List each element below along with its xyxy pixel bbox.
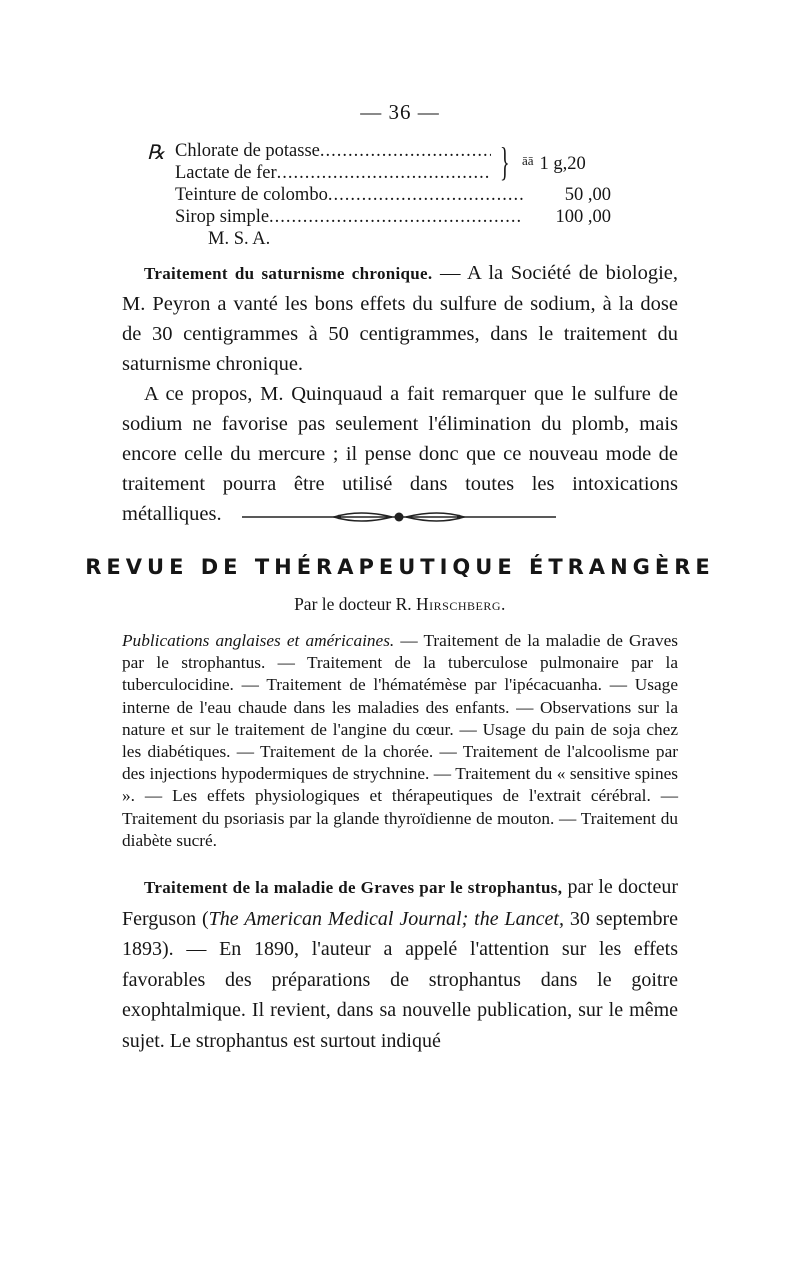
author-name: Hirschberg.: [416, 594, 506, 614]
prescription-row: [175, 140, 495, 162]
byline-prefix: Par le docteur R.: [294, 594, 417, 614]
article-heading: Traitement de la maladie de Graves par le strophantus,: [144, 878, 563, 897]
section-summary: [122, 630, 678, 852]
leader-dots: [328, 184, 523, 206]
brace-symbol: }: [500, 139, 510, 184]
paragraph: [122, 258, 678, 379]
summary-paragraph: [122, 630, 678, 852]
aa-quantity: 1 g,20: [539, 154, 586, 174]
recipe-symbol: ℞: [147, 142, 165, 164]
shared-quantity: [522, 153, 586, 175]
section-divider-ornament: [242, 506, 556, 528]
paragraph-text: — A la Société de biologie, M. Peyron a vanté les bons effets du sulfure de sodium, à la dose de 30 centigrammes à 50 centigrammes, dans le traitement du saturnisme chronique.: [122, 262, 678, 375]
leader-dots: [320, 140, 491, 162]
leader-dots: [277, 162, 491, 184]
paragraph: [122, 872, 678, 1056]
article-graves: [122, 872, 678, 1056]
paragraph: A ce propos, M. Quinquaud a fait remarquer que le sulfure de sodium ne favorise pas seulement l'élimination du plomb, mais encore celle du mercure ; il pense donc que ce nouveau mode de traitement pourra être utilisé dans toutes les intoxications métalliques.: [122, 383, 678, 525]
summary-lead: Publications anglaises et américaines.: [122, 631, 395, 650]
leader-dots: [269, 206, 523, 228]
prescription-closing: M. S. A.: [208, 229, 271, 249]
summary-text: — Traitement de la maladie de Graves par le strophantus. — Traitement de la tuberculose pulmonaire par la tuberculocidine. — Traitement de l'hématémèse par l'ipécacuanha. — Usage interne de l'eau chaude dans les maladies des enfants. — Observations sur la nature et sur le traitement de l'angine du cœur. — Usage du pain de soja chez les diabétiques. — Traitement de la chorée. — Traitement de l'alcoolisme par des injections hypodermiques de strychnine. — Traitement du « sensitive spines ». — Les effets physiologiques et thérapeutiques de l'extrait cérébral. — Traitement du psoriasis par la glande thyroïdienne de mouton. — Traitement du diabète sucré.: [122, 631, 678, 850]
ingredient-name: Lactate de fer: [175, 163, 277, 183]
ingredient-name: Teinture de colombo: [175, 185, 328, 205]
paragraph-text: 30 septembre 1893). — En 1890, l'auteur a appelé l'attention sur les effets favorables des préparations de strophantus dans le goitre exophtalmique. Il revient, dans sa nouvelle publication, sur le même sujet. Le strophantus est surtout indiqué: [122, 907, 679, 1052]
paragraph-text: par le docteur Ferguson (: [122, 876, 678, 930]
ingredient-quantity: 100 ,00: [555, 207, 611, 227]
section-title: REVUE DE THÉRAPEUTIQUE ÉTRANGÈRE: [85, 555, 715, 579]
article-heading: Traitement du saturnisme chronique.: [144, 264, 433, 283]
ingredient-name: Chlorate de potasse: [175, 141, 320, 161]
byline: [0, 594, 800, 615]
prescription-row: [175, 184, 611, 206]
aa-label: āā: [522, 153, 534, 168]
prescription-row: [175, 206, 611, 228]
ingredient-quantity: 50 ,00: [564, 185, 611, 205]
page-number: — 36 —: [360, 100, 440, 124]
article-saturnisme: [122, 258, 678, 529]
ingredient-name: Sirop simple: [175, 207, 270, 227]
source-citation: The American Medical Journal; the Lancet,: [208, 907, 564, 930]
prescription-row: [175, 162, 495, 184]
